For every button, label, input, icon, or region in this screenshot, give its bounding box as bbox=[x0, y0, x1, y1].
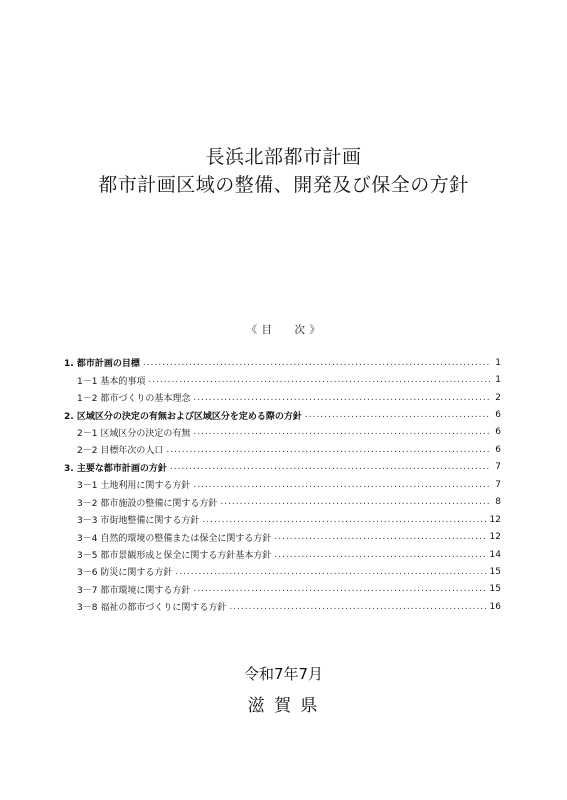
toc-page-number: 7 bbox=[495, 479, 501, 490]
toc-entry-label: 2－2 目標年次の人口 bbox=[77, 446, 164, 457]
toc-leader-dots bbox=[193, 427, 490, 437]
toc-leader-dots bbox=[166, 445, 490, 455]
document-title bbox=[0, 143, 567, 199]
toc-page-number: 12 bbox=[489, 532, 501, 543]
toc-heading bbox=[0, 322, 567, 337]
toc-leader-dots bbox=[193, 393, 490, 403]
toc-section-row bbox=[64, 354, 501, 371]
toc-leader-dots bbox=[229, 602, 486, 612]
toc-page-number: 14 bbox=[489, 549, 501, 560]
toc-heading-close: 次 》 bbox=[294, 324, 321, 336]
toc-entry-label: 3. 主要な都市計画の方針 bbox=[64, 463, 167, 474]
toc-leader-dots bbox=[202, 515, 486, 525]
toc-page-number: 1 bbox=[495, 357, 501, 368]
toc-subsection-row bbox=[64, 371, 501, 388]
toc-page-number: 12 bbox=[489, 514, 501, 525]
toc-entry-label: 1. 都市計画の目標 bbox=[64, 359, 140, 370]
toc-page-number: 15 bbox=[489, 566, 501, 577]
toc-entry-label: 2. 区域区分の決定の有無および区域区分を定める際の方針 bbox=[64, 411, 302, 422]
toc-subsection-row bbox=[64, 494, 501, 511]
toc-entry-label: 3－5 都市景観形成と保全に関する方針基本方針 bbox=[77, 551, 272, 562]
toc-subsection-row bbox=[64, 598, 501, 615]
toc-subsection-row bbox=[64, 528, 501, 545]
toc-entry-label: 3－4 自然的環境の整備または保全に関する方針 bbox=[77, 533, 272, 544]
toc-leader-dots bbox=[143, 358, 490, 368]
toc-page-number: 15 bbox=[489, 584, 501, 595]
issuing-organization: 滋 賀 県 bbox=[247, 696, 320, 716]
toc-heading-open: 《 目 bbox=[246, 324, 273, 336]
toc-subsection-row bbox=[64, 424, 501, 441]
toc-leader-dots bbox=[175, 567, 486, 577]
toc-subsection-row bbox=[64, 581, 501, 598]
toc-page-number: 16 bbox=[489, 601, 501, 612]
toc-leader-dots bbox=[170, 462, 490, 472]
toc-page-number: 6 bbox=[495, 410, 501, 421]
toc-page-number: 8 bbox=[495, 497, 501, 508]
toc-entry-label: 3－2 都市施設の整備に関する方針 bbox=[77, 498, 218, 509]
toc-page-number: 2 bbox=[495, 392, 501, 403]
toc-subsection-row bbox=[64, 441, 501, 458]
table-of-contents bbox=[64, 354, 501, 616]
toc-section-row bbox=[64, 406, 501, 423]
title-line-1: 長浜北部都市計画 bbox=[205, 146, 362, 168]
toc-page-number: 6 bbox=[495, 444, 501, 455]
toc-subsection-row bbox=[64, 511, 501, 528]
toc-leader-dots bbox=[193, 584, 486, 594]
toc-subsection-row bbox=[64, 563, 501, 580]
toc-entry-label: 3－1 土地利用に関する方針 bbox=[77, 481, 191, 492]
toc-leader-dots bbox=[220, 497, 490, 507]
toc-subsection-row bbox=[64, 389, 501, 406]
toc-entry-label: 3－3 市街地整備に関する方針 bbox=[77, 516, 200, 527]
toc-leader-dots bbox=[148, 375, 490, 385]
toc-leader-dots bbox=[305, 410, 490, 420]
toc-entry-label: 2－1 区域区分の決定の有無 bbox=[77, 428, 191, 439]
toc-leader-dots bbox=[274, 550, 486, 560]
toc-subsection-row bbox=[64, 546, 501, 563]
toc-subsection-row bbox=[64, 476, 501, 493]
toc-page-number: 6 bbox=[495, 427, 501, 438]
toc-page-number: 1 bbox=[495, 375, 501, 386]
toc-entry-label: 1－1 基本的事項 bbox=[77, 376, 146, 387]
toc-entry-label: 3－6 防災に関する方針 bbox=[77, 568, 173, 579]
toc-entry-label: 3－8 福祉の都市づくりに関する方針 bbox=[77, 603, 227, 614]
toc-leader-dots bbox=[193, 480, 490, 490]
toc-section-row bbox=[64, 459, 501, 476]
toc-leader-dots bbox=[274, 532, 486, 542]
toc-entry-label: 3－7 都市環境に関する方針 bbox=[77, 585, 191, 596]
toc-entry-label: 1－2 都市づくりの基本理念 bbox=[77, 394, 191, 405]
toc-page-number: 7 bbox=[495, 462, 501, 473]
issue-date: 令和7年7月 bbox=[243, 665, 324, 683]
title-line-2: 都市計画区域の整備、開発及び保全の方針 bbox=[98, 174, 469, 196]
